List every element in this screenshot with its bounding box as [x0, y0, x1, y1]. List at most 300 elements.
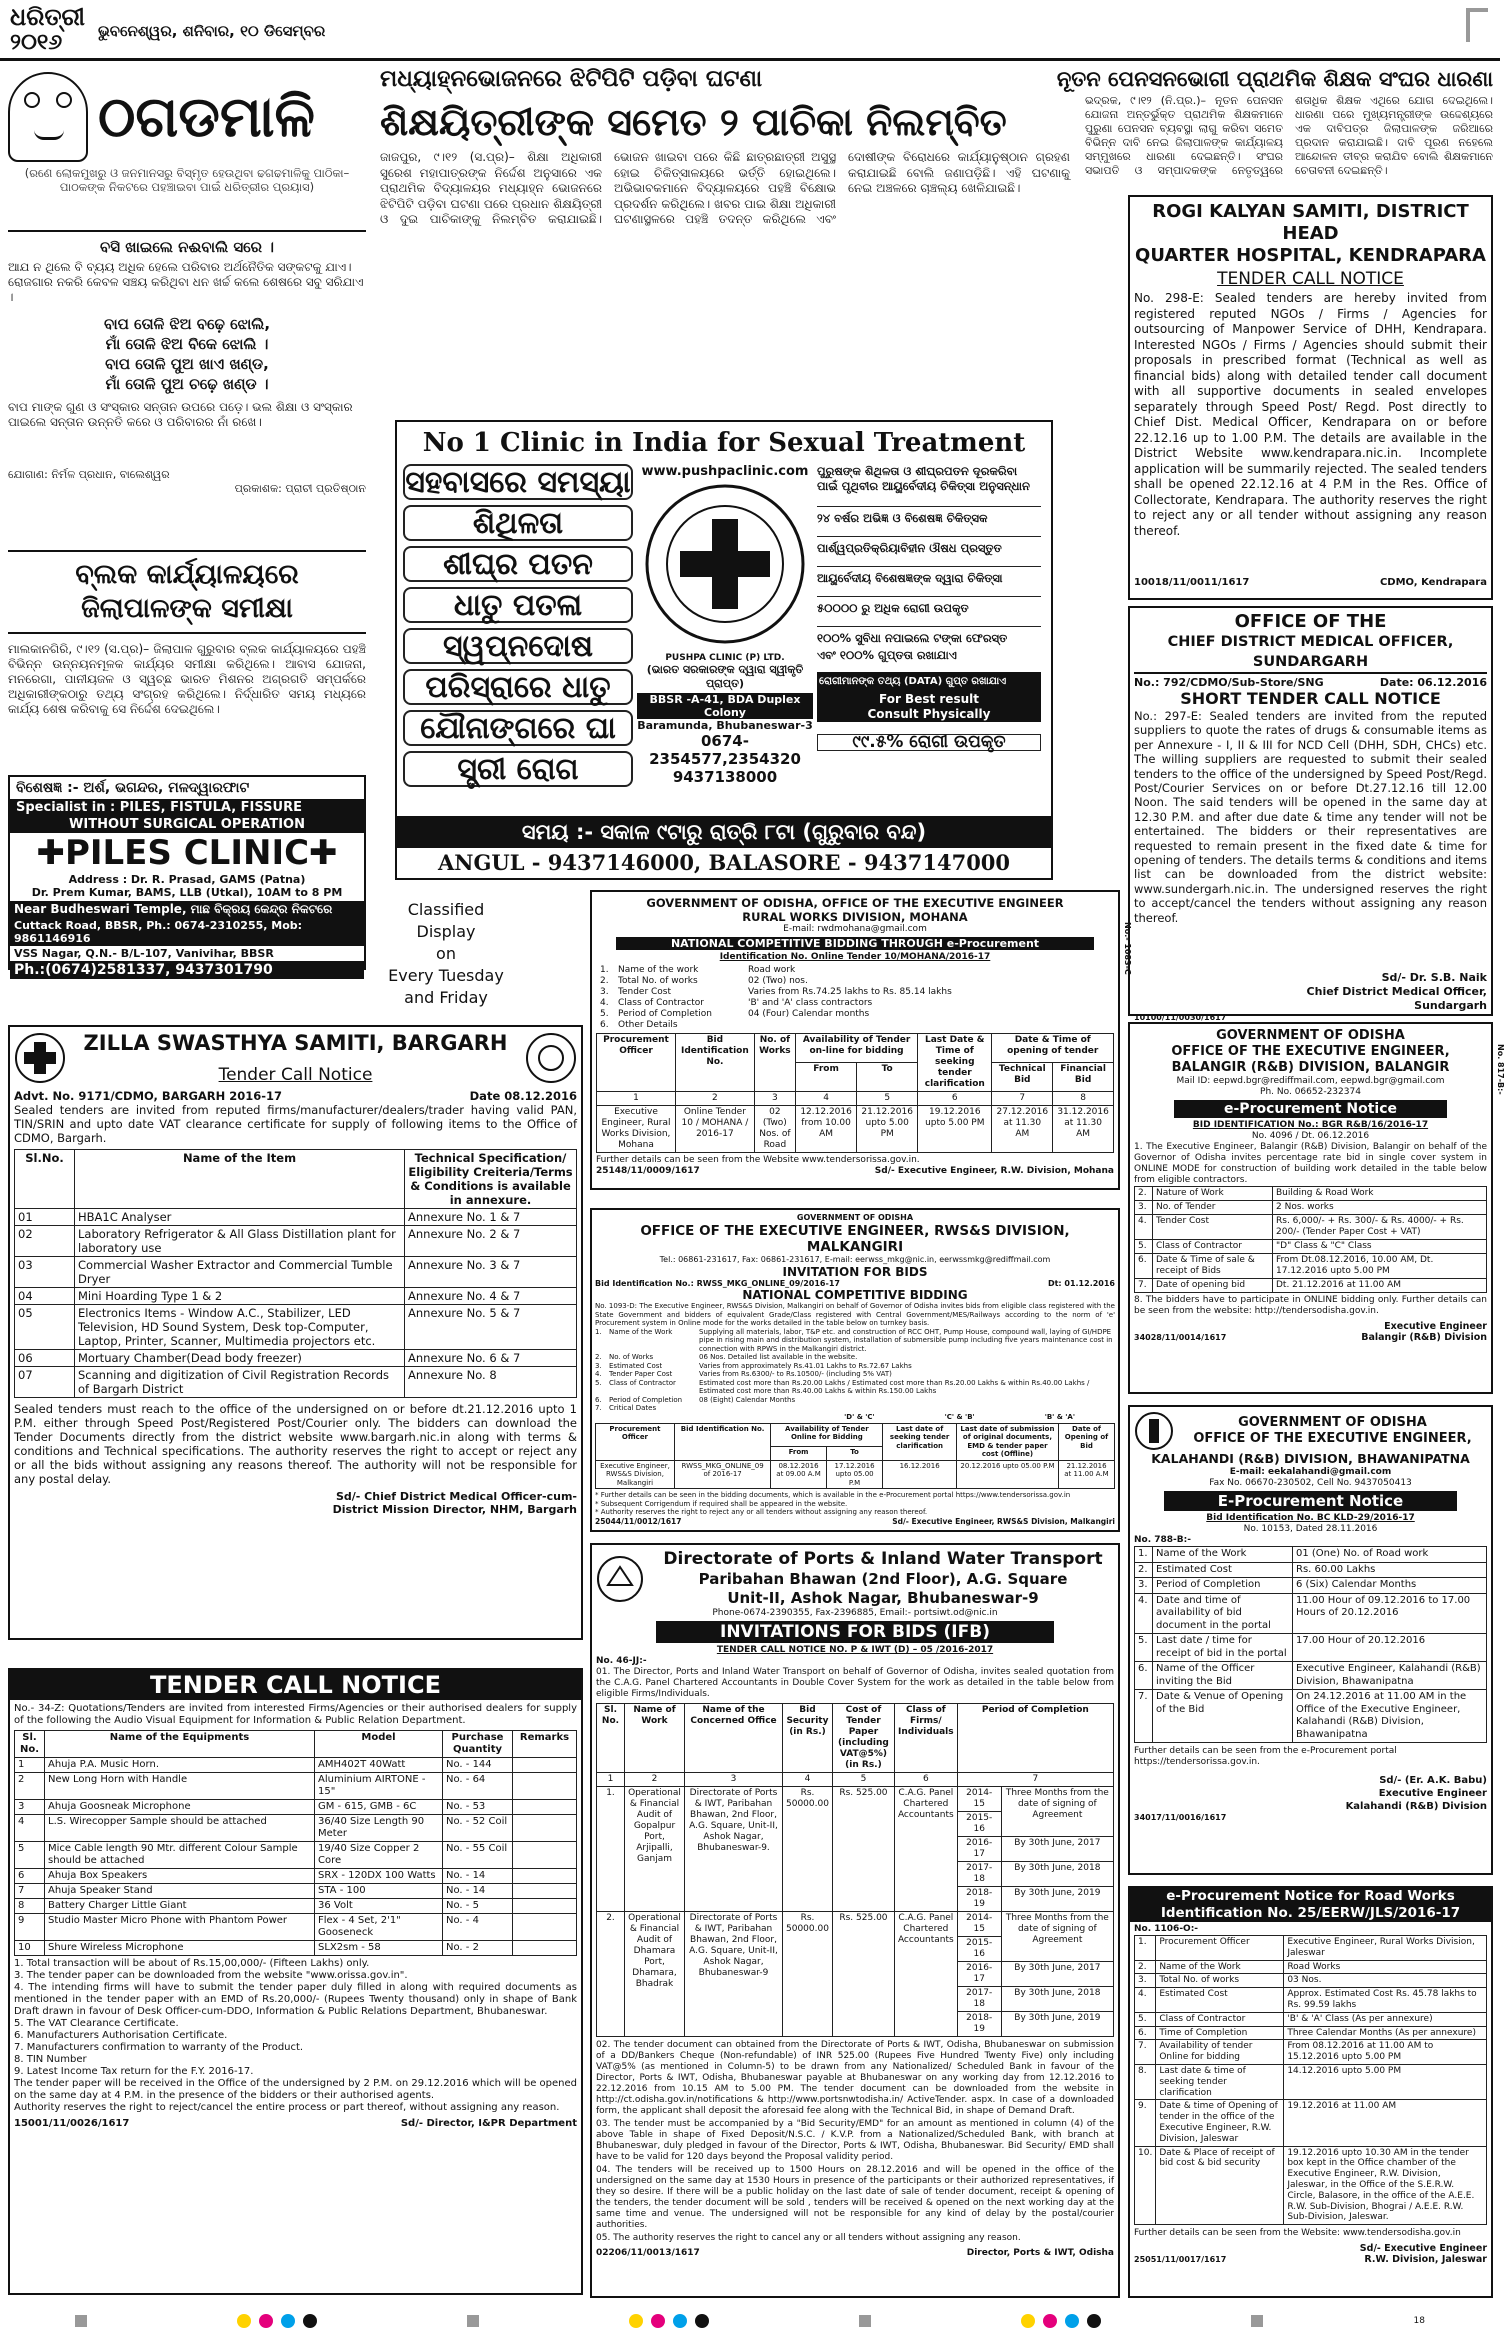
ipr-row: [15, 1758, 577, 1773]
bgr-no: No. 4096: [1251, 1131, 1293, 1141]
zss-row-cell: Electronics Items - Window A.C., Stabilizer, LED Television, HD Sound System, Desk top-Computer, Laptop, Printer, Scanner, Multimedia projectors etc.: [75, 1305, 405, 1350]
kld-row-cell: 01 (One) No. of Road work: [1293, 1547, 1487, 1563]
item-value: Estimated cost more than Rs.20.00 Lakhs / Estimated cost more than Rs.20.00 Lakhs & within Rs.40.00 Lakhs / Estimated cost more than Rs.40.00 Lakhs & within Rs.150.00 Lakhs: [699, 1378, 1090, 1395]
ports-cell: 2.: [597, 1912, 625, 2037]
item-num: 2.: [600, 976, 609, 986]
mkg-cell: RWSS_MKG_ONLINE_09 of 2016-17: [674, 1460, 770, 1489]
bgr-row-cell: Date of opening bid: [1153, 1279, 1273, 1293]
item-value: 06 Nos. Detailed list available in the website.: [699, 1353, 858, 1361]
ipr-row-cell: No. - 5: [443, 1899, 513, 1914]
ipr-col: Model: [315, 1731, 443, 1758]
zss-col-item: Name of the Item: [75, 1150, 405, 1209]
ipr-row-cell: [513, 1884, 577, 1899]
jls-row-cell: 19.12.2016 at 11.00 AM: [1284, 2100, 1487, 2146]
piles-top: ବିଶେଷଜ୍ଞ :- ଅର୍ଶ, ଭଗନ୍ଦର, ମଳଦ୍ୱାରଫାଟ: [16, 780, 250, 796]
item-num: 1.: [600, 965, 609, 975]
zss-row-cell: Annexure No. 3 & 7: [405, 1257, 577, 1288]
ipr-row-cell: 10: [15, 1941, 45, 1956]
mkg-item: [595, 1370, 1115, 1379]
ports-period: By 30th June, 2019: [1001, 2012, 1113, 2037]
print-registration-bar: [0, 2310, 1500, 2332]
ports-contact: Phone-0674-2390355, Fax-2396885, Email:- portsiwt.od@nic.in: [712, 1608, 998, 1618]
ports-cell: Directorate of Ports & IWT, Paribahan Bhawan, 2nd Floor, A.G. Square, Unit-II, Ashok Nagar, Bhubaneswar-9: [685, 1912, 783, 2037]
ipr-row-cell: 9: [15, 1914, 45, 1941]
teacher-story: [1056, 64, 1493, 199]
zss-row: [15, 1350, 577, 1367]
rks-title2: QUARTER HOSPITAL, KENDRAPARA: [1135, 245, 1486, 266]
bgr-ref: 34028/11/0014/1617: [1134, 1333, 1227, 1342]
kld-row-cell: Name of the Officer inviting the Bid: [1153, 1662, 1293, 1690]
gray-patch-icon: [859, 2315, 871, 2327]
bgr-row: [1135, 1279, 1487, 1293]
jls-title1: e-Procurement Notice for Road Works: [1130, 1888, 1491, 1905]
mohana-col: Date & Time of opening of tender: [992, 1034, 1114, 1063]
bgr-row: [1135, 1187, 1487, 1201]
bgr-row-cell: 2.: [1135, 1187, 1153, 1201]
ports-cell: Rs. 525.00: [832, 1912, 894, 2037]
nhm-emblem-icon: [14, 1032, 66, 1084]
jls-ref: 25051/11/0017/1617: [1134, 2255, 1227, 2265]
gray-patch-icon: [1251, 2315, 1263, 2327]
item-label: Name of the Work: [609, 1327, 673, 1336]
mohana-cell: Online Tender 10 / MOHANA / 2016-17: [675, 1106, 754, 1153]
classified-line: on: [436, 944, 456, 963]
jls-row: [1135, 2064, 1487, 2099]
ports-ref: 02206/11/0013/1617: [596, 2248, 700, 2258]
ipr-row-cell: No. - 2: [443, 1941, 513, 1956]
clinic-symptom: ଯୌନାଙ୍ଗରେ ଘା: [403, 710, 633, 746]
mkg-item: [595, 1362, 1115, 1371]
piles-clinic-name: [10, 833, 364, 873]
ports-period: By 30th June, 2017: [1001, 1962, 1113, 1987]
item-label: Name of the work: [618, 965, 699, 975]
ipr-row-cell: 2: [15, 1773, 45, 1800]
lead-body: ଜାଜପୁର, ୯।୧୨ (ସ.ପ୍ର)– ଶିକ୍ଷା ଅଧିକାରୀ ସୁରେଶ ମହାପାତ୍ରଙ୍କ ନିର୍ଦ୍ଦେଶ ଅନୁସାରେ ଏକ ପ୍ରାଥମିକ ବିଦ୍ୟାଳୟର ମଧ୍ୟାହ୍ନ ଭୋଜନରେ ଝିଟିପିଟି ପଡ଼ିବା ଘଟଣା ପରେ ପ୍ରଧାନ ଶିକ୍ଷୟିତ୍ରୀ ଓ ଦୁଇ ପାଚିକାଙ୍କୁ ନିଲମ୍ବିତ କରାଯାଇଛି। ଭୋଜନ ଖାଇବା ପରେ କିଛି ଛାତ୍ରଛାତ୍ରୀ ଅସୁସ୍ଥ ହୋଇ ଚିକିତ୍ସାଳୟରେ ଭର୍ତ୍ତି ହୋଇଥିଲେ। ଅଭିଭାବକମାନେ ବିଦ୍ୟାଳୟରେ ପହଞ୍ଚି ବିକ୍ଷୋଭ ପ୍ରଦର୍ଶନ କରିଥିଲେ। ଖବର ପାଇ ଶିକ୍ଷା ଅଧିକାରୀ ଘଟଣାସ୍ଥଳରେ ପହଞ୍ଚି ତଦନ୍ତ କରିଥିଲେ ଏବଂ ଦୋଷୀଙ୍କ ବିରୋଧରେ କାର୍ଯ୍ୟାନୁଷ୍ଠାନ ଗ୍ରହଣ କରାଯାଇଛି ବୋଲି ଜଣାପଡ଼ିଛି। ଏହି ଘଟଣାକୁ ନେଇ ଅଞ୍ଚଳରେ ଚାଞ୍ଚଲ୍ୟ ଖେଳିଯାଇଛି।: [380, 150, 1070, 226]
item-num: 6.: [600, 1020, 609, 1030]
bgr-title1: GOVERNMENT OF ODISHA: [1216, 1028, 1405, 1043]
kld-row-cell: 5.: [1135, 1634, 1153, 1662]
corner-mark-icon: [1466, 8, 1488, 42]
thagamali-credit: ଯୋଗାଣ: ନିର୍ମଳ ପ୍ରଧାନ, ବାଲେଶ୍ୱର: [8, 468, 170, 481]
zss-row: [15, 1288, 577, 1305]
ipr-row-cell: 1: [15, 1758, 45, 1773]
clinic-logo-ring: PUSHPA CLINIC (P) LTD.: [665, 653, 785, 663]
item-num: 1.: [595, 1327, 602, 1336]
mkg-col: Last date of seeking tender clarification: [883, 1423, 957, 1460]
ipr-title: TENDER CALL NOTICE: [10, 1670, 581, 1700]
mohana-title1: GOVERNMENT OF ODISHA, OFFICE OF THE EXECUTIVE ENGINEER: [646, 896, 1064, 910]
bgr-row-cell: 5.: [1135, 1240, 1153, 1254]
kld-row: [1135, 1690, 1487, 1743]
ipr-col: Purchase Quantity: [443, 1731, 513, 1758]
bgr-ph: Ph. No. 06652-232374: [1260, 1087, 1361, 1097]
clinic-benefit: ପୁରୁଷଙ୍କ ଶିଥିଳତା ଓ ଶୀଘ୍ରପତନ ଦୂରକରିବା ପାଇଁ ପୃଥିବୀର ଆୟୁର୍ବେଦୀୟ ଚିକିତ୍ସା ଅନୁସନ୍ଧାନ: [817, 464, 1030, 493]
jls-row-cell: Road Works: [1284, 1960, 1487, 1974]
ipr-note: 3. The tender paper can be downloaded from the website "www.orissa.gov.in".: [14, 1970, 408, 1981]
item-label: Total No. of works: [618, 976, 698, 986]
bgr-title2: OFFICE OF THE EXECUTIVE ENGINEER,: [1171, 1044, 1450, 1059]
ipr-notes: [14, 1958, 577, 2114]
ipr-row-cell: 7: [15, 1884, 45, 1899]
thagamali-publisher: ପ୍ରକାଶକ: ପ୍ରାଚୀ ପ୍ରତିଷ୍ଠାନ: [234, 482, 366, 495]
zss-row-cell: 06: [15, 1350, 75, 1367]
zss-sign2: District Mission Director, NHM, Bargarh: [332, 1503, 577, 1516]
mohana-subcol: To: [857, 1063, 918, 1092]
cmyk-dots-icon: [237, 2314, 317, 2328]
ports-year: 2016-17: [957, 1837, 1001, 1862]
ports-year: 2015-16: [957, 1937, 1001, 1962]
bgr-row-cell: Building & Road Work: [1273, 1187, 1487, 1201]
clinic-logo-icon: [640, 479, 810, 649]
masthead-tagline: ଭୁବନେଶ୍ୱର, ଶନିବାର, ୧୦ ଡିସେମ୍ବର: [98, 22, 326, 40]
bgr-row-cell: 7.: [1135, 1279, 1153, 1293]
mkg-subcol: To: [826, 1446, 883, 1460]
ipr-row-cell: [513, 1842, 577, 1869]
clinic-benefit: ୨୪ ବର୍ଷର ଅଭିଜ୍ଞ ଓ ବିଶେଷଜ୍ଞ ଚିକିତ୍ସକ: [817, 506, 1041, 536]
clinic-benefit: ୧୦୦% ସୁବିଧା ନପାଇଲେ ଟଙ୍କା ଫେରସ୍ତ: [817, 626, 1041, 648]
kld-row-cell: Estimated Cost: [1153, 1562, 1293, 1578]
mkg-gov: GOVERNMENT OF ODISHA: [796, 1213, 914, 1222]
zss-row-cell: Commercial Washer Extractor and Commercial Tumble Dryer: [75, 1257, 405, 1288]
mkg-items: [595, 1328, 1115, 1413]
bgr-row-cell: From Dt.08.12.2016, 10.00 AM, Dt. 17.12.2016 upto 5.00 PM: [1273, 1254, 1487, 1279]
sng-body: No.: 297-E: Sealed tenders are invited from the reputed suppliers to quote the rates of drugs & consumable items as per Annexure - I, II & III for NCD Cell (DHH, SDH, CHCs) etc. The willing suppliers are requested to submit their sealed tenders to the office of the undersigned by Speed Post/Regd. Post/Courier Services on or before Dt.27.12.16 till 12.00 Noon. The said tenders will be opened in the same day at 12.30 P.M. and after due date & time any tender will not be entertained. The bidders or their representatives are requested to remain present in the fixed date & time for opening of tenders. The details terms & conditions and items list can be downloaded from the district website: www.sundergarh.nic.in. The undersigned reserves the right to accept/cancel the tenders without assigning any reason thereof.: [1134, 709, 1487, 925]
jls-row-cell: 2.: [1135, 1960, 1156, 1974]
ports-num: 5: [832, 1773, 894, 1787]
ipr-row-cell: No. - 14: [443, 1884, 513, 1899]
ports-year: 2018-19: [957, 1887, 1001, 1912]
sundargarh-notice: [1128, 606, 1493, 1022]
piles-vss: VSS Nagar, Q.N.- B/L-107, Vanivihar, BBSR: [14, 947, 274, 960]
thagamali-verse: [8, 314, 366, 394]
ports-table: [596, 1703, 1114, 2037]
clinic-address2: Baramunda, Bhubaneswar-3: [637, 719, 813, 732]
ports-ifb: INVITATIONS FOR BIDS (IFB): [656, 1621, 1054, 1643]
ports-para1: 01. The Director, Ports and Inland Water Transport on behalf of Governor of Odisha, invites sealed quotation from the C.A.G. Panel Chartered Accountants in Double Cover System for the work as detailed in the table below from eligible Firms/Individuals.: [596, 1667, 1114, 1699]
ipr-row-cell: L.S. Wirecopper Sample should be attached: [45, 1815, 315, 1842]
rks-sub: TENDER CALL NOTICE: [1217, 269, 1404, 289]
mkg-cell: 21.12.2016 at 11.00 A.M: [1059, 1460, 1115, 1489]
bgr-row-cell: Date & Time of sale & receipt of Bids: [1153, 1254, 1273, 1279]
kld-row-cell: 4.: [1135, 1593, 1153, 1634]
ipr-row-cell: SRX - 120DX 100 Watts: [315, 1869, 443, 1884]
bgr-row-cell: Class of Contractor: [1153, 1240, 1273, 1254]
ports-year: 2014-15: [957, 1787, 1001, 1812]
jls-row-cell: Time of Completion: [1156, 2026, 1284, 2040]
jls-title2: Identification No. 25/EERW/JLS/2016-17: [1130, 1905, 1491, 1922]
bgr-row: [1135, 1201, 1487, 1215]
zss-sub: Tender Call Notice: [218, 1065, 373, 1085]
clinic-benefit: ପାର୍ଶ୍ୱପ୍ରତିକ୍ରିୟାବିହୀନ ଔଷଧ ପ୍ରସ୍ତୁତ: [817, 536, 1041, 566]
item-label: No. of Works: [609, 1353, 654, 1361]
sng-date: Date: 06.12.2016: [1379, 676, 1487, 689]
kld-sign1: Sd/- (Er. A.K. Babu): [1379, 1775, 1487, 1786]
zss-row: [15, 1209, 577, 1226]
zss-date: Date 08.12.2016: [469, 1089, 577, 1103]
ipr-row-cell: Battery Charger Little Giant: [45, 1899, 315, 1914]
zss-notice: [8, 1025, 583, 1640]
ipr-row-cell: AMH402T 40Watt: [315, 1758, 443, 1773]
ports-notes: [596, 2040, 1114, 2244]
ipr-note: 8. TIN Number: [14, 2054, 87, 2065]
ipr-row: [15, 1899, 577, 1914]
jls-row: [1135, 1960, 1487, 1974]
mkg-col: Bid Identification No.: [674, 1423, 770, 1460]
piles-without: WITHOUT SURGICAL OPERATION: [10, 816, 364, 833]
jls-row-cell: Name of the Work: [1156, 1960, 1284, 1974]
ipr-row-cell: Ahuja P.A. Music Horn.: [45, 1758, 315, 1773]
mkg-item: [595, 1404, 1115, 1413]
item-num: 5.: [595, 1378, 602, 1387]
piles-near: Near Budheswari Temple, ମାଛ ବିକ୍ରୟ କେନ୍ଦ୍ର ନିକଟରେ: [10, 901, 364, 918]
mkg-ncb: NATIONAL COMPETITIVE BIDDING: [742, 1288, 968, 1302]
mkg-class-label: 'B' & 'A': [1044, 1412, 1075, 1421]
bgr-row: [1135, 1254, 1487, 1279]
clinic-symptom: ଶୀଘ୍ର ପତନ: [403, 546, 633, 582]
clinic-address: BBSR -A-41, BDA Duplex Colony: [637, 693, 813, 719]
mkg-col: Availability of Tender Online for Bidding: [771, 1423, 883, 1446]
verse-line: ମାଁ ତୋଳି ପୁଅ ଚଢ଼େ ଖଣ୍ଡ ।: [105, 375, 269, 393]
jls-row: [1135, 2012, 1487, 2026]
item-value: 08 (Eight) Calendar Months: [699, 1395, 796, 1404]
mohana-num: 1: [597, 1092, 676, 1106]
bgr-row-cell: 6.: [1135, 1254, 1153, 1279]
zss-footer: Sealed tenders must reach to the office of the undersigned on or before dt.21.12.2016 upto 1 P.M. either through Speed Post/Registered Post/Courier only. The bidders can download the Tender Documents directly from the district website www.bargarh.nic.in along with terms & conditions and Technical specifications. The authority reserves the right to accept or reject any or all the bids without assigning any reasons thereof. The authority will not be responsible for any postal delay.: [14, 1402, 577, 1486]
mkg-table: [595, 1423, 1115, 1490]
item-label: Tender Paper Cost: [609, 1370, 673, 1378]
ports-note: 03. The tender must be accompanied by a "Bid Security/EMD" for an amount as mentioned in column (4) of the above Table in shape of Fixed Deposit/N.S.C. / K.V.P. from a Nationalized/Scheduled Bank, with branch at Bhubaneswar, duly pledged in favour of the Director, Ports & IWT, Odisha, Bhubaneswar. Bid Security/ EMD shall have to be valid for 120 days beyond the Proposal validity period.: [596, 2119, 1114, 2162]
page-number: 18: [1413, 2316, 1425, 2326]
clinic-consult: Consult Physically: [817, 707, 1041, 722]
kld-row-cell: 6.: [1135, 1662, 1153, 1690]
kld-emblem-icon: [1134, 1411, 1174, 1451]
jls-sign2: R.W. Division, Jaleswar: [1364, 2254, 1487, 2266]
jls-row-cell: 5.: [1135, 2012, 1156, 2026]
item-num: 4.: [595, 1370, 602, 1378]
ports-year: 2018-19: [957, 2012, 1001, 2037]
jls-row: [1135, 1988, 1487, 2013]
jls-row-cell: Total No. of works: [1156, 1974, 1284, 1988]
item-label: Tender Cost: [618, 987, 672, 997]
jls-row-cell: 9.: [1135, 2100, 1156, 2146]
mkg-body: No. 1093-D: The Executive Engineer, RWS&S Division, Malkangiri on behalf of Governor of Odisha invites bids from eligible class registered with the State Government and bidders of equivalent Grade/Class registered with Central Government/MES/Railways according to the norm of 'e' Procurement system in Online mode for the works detailed in the table below on turnkey basis.: [595, 1302, 1115, 1327]
ports-num: 3: [685, 1773, 783, 1787]
ipr-row-cell: Shure Wireless Microphone: [45, 1941, 315, 1956]
item-value: 04 (Four) Calendar months: [748, 1009, 870, 1019]
classified-line: Every Tuesday: [388, 966, 504, 985]
jls-row-cell: 6.: [1135, 2026, 1156, 2040]
mohana-items: [596, 965, 1114, 1031]
zss-row-cell: 03: [15, 1257, 75, 1288]
ports-col: Period of Completion: [957, 1704, 1113, 1773]
mohana-col: Bid Identification No.: [675, 1034, 754, 1092]
kld-sub: E-Procurement Notice: [1164, 1491, 1457, 1511]
zss-row-cell: Annexure No. 6 & 7: [405, 1350, 577, 1367]
clinic-symptom: ସହବାସରେ ସମସ୍ୟା: [403, 464, 633, 500]
ports-year: 2017-18: [957, 1987, 1001, 2012]
mkg-cell: 17.12.2016 upto 05.00 P.M: [826, 1460, 883, 1489]
clinic-benefit: ରୋଗୀମାନଙ୍କ ତଥ୍ୟ (DATA) ଗୁପ୍ତ ରଖାଯାଏ: [817, 672, 1041, 692]
mohana-item: [600, 1009, 1114, 1020]
ports-period: By 30th June, 2018: [1001, 1862, 1113, 1887]
zss-row-cell: Annexure No. 5 & 7: [405, 1305, 577, 1350]
mohana-subcol: Technical Bid: [992, 1063, 1053, 1092]
bgr-row-cell: Tender Cost: [1153, 1215, 1273, 1240]
ports-year: 2016-17: [957, 1962, 1001, 1987]
ipr-row-cell: 4: [15, 1815, 45, 1842]
mkg-bid-ident: Bid Identification No.: RWSS_MKG_ONLINE_09/2016-17: [595, 1279, 840, 1288]
ports-col: Class of Firms/ Individuals: [894, 1704, 957, 1773]
item-value: Varies from Rs.6300/- to Rs.10500/- (including 5% VAT): [699, 1370, 892, 1378]
ports-cell: Operational & Financial Audit of Dhamara Port, Dhamara, Bhadrak: [625, 1912, 685, 2037]
zss-row-cell: Scanning and digitization of Civil Registration Records of Bargarh District: [75, 1367, 405, 1398]
ipr-ref: 15001/11/0026/1617: [14, 2118, 130, 2129]
zss-title: ZILLA SWASTHYA SAMITI, BARGARH: [83, 1031, 508, 1055]
zss-col-sl: Sl.No.: [15, 1150, 75, 1209]
mohana-email: E-mail: rwdmohana@gmail.com: [783, 924, 927, 934]
kld-sign3: Kalahandi (R&B) Division: [1345, 1801, 1487, 1812]
jls-row-cell: 19.12.2016 upto 10.30 AM in the tender box kept in the Office chamber of the Executive Engineer, R.W. Division, Jaleswar, in the Office of the S.E.R.W. Circle, Balasore, in the office of the A.E.E. R.W. Sub-Division, Bhograi / A.E.E. R.W. Sub-Division, Jaleswar.: [1284, 2146, 1487, 2225]
mohana-cell: 31.12.2016 at 11.30 AM: [1053, 1106, 1114, 1153]
jls-row-cell: Class of Contractor: [1156, 2012, 1284, 2026]
ports-cell: C.A.G. Panel Chartered Accountants: [894, 1787, 957, 1912]
jls-row: [1135, 1974, 1487, 1988]
zss-row: [15, 1367, 577, 1398]
ports-col: Name of the Concerned Office: [685, 1704, 783, 1773]
jls-row-cell: 14.12.2016 upto 5.00 PM: [1284, 2064, 1487, 2099]
ipr-row-cell: 3: [15, 1800, 45, 1815]
kld-row: [1135, 1547, 1487, 1563]
bgr-row: [1135, 1240, 1487, 1254]
ipr-row-cell: 8: [15, 1899, 45, 1914]
ports-period: Three Months from the date of signing of Agreement: [1001, 1912, 1113, 1962]
item-value: Road work: [748, 965, 796, 975]
bgr-table: [1134, 1186, 1487, 1293]
item-num: 3.: [600, 987, 609, 997]
piles-specialist: Specialist in : PILES, FISTULA, FISSURE: [10, 799, 364, 816]
mohana-col: Availability of Tender on-line for bidding: [795, 1034, 917, 1063]
mohana-subcol: Financial Bid: [1053, 1063, 1114, 1092]
kld-row-cell: Executive Engineer, Kalahandi (R&B) Division, Bhawanipatna: [1293, 1662, 1487, 1690]
ipr-row-cell: No. - 53: [443, 1800, 513, 1815]
ipr-row-cell: No. - 52 Coil: [443, 1815, 513, 1842]
mohana-num: 8: [1053, 1092, 1114, 1106]
ipr-row-cell: Ahuja Box Speakers: [45, 1869, 315, 1884]
mohana-cell: 02 (Two) Nos. of Road: [754, 1106, 795, 1153]
ipr-row-cell: [513, 1941, 577, 1956]
sng-title2: CHIEF DISTRICT MEDICAL OFFICER, SUNDARGARH: [1134, 632, 1487, 674]
ipr-row-cell: [513, 1800, 577, 1815]
gray-patch-icon: [75, 2315, 87, 2327]
mkg-col: Procurement Officer: [596, 1423, 675, 1460]
thagamali-line1: ବସି ଖାଇଲେ ନଈବାଲି ସରେ ।: [8, 230, 366, 256]
zss-row-cell: Annexure No. 4 & 7: [405, 1288, 577, 1305]
jls-row-cell: Estimated Cost: [1156, 1988, 1284, 2013]
ports-col: Bid Security (in Rs.): [783, 1704, 833, 1773]
clinic-best-result: For Best result: [817, 692, 1041, 707]
bgr-side: No. 817-B:-: [1496, 1044, 1505, 1095]
sng-sign2: Chief District Medical Officer,: [1306, 985, 1487, 998]
mkg-item: [595, 1396, 1115, 1405]
bgr-title3: BALANGIR (R&B) DIVISION, BALANGIR: [1171, 1060, 1450, 1075]
verse-line: ମାଁ ତୋଳି ଝିଅ ବିକେ ଝୋଲି ।: [105, 335, 269, 353]
verse-line: ବାପ ତୋଳି ପୁଅ ଖାଏ ଖଣ୍ଡ,: [105, 355, 269, 373]
zss-row-cell: 01: [15, 1209, 75, 1226]
jls-row: [1135, 1936, 1487, 1961]
ports-cell: Directorate of Ports & IWT, Paribahan Bhawan, 2nd Floor, A.G. Square, Unit-II, Ashok Nagar, Bhubaneswar-9.: [685, 1787, 783, 1912]
ipr-row-cell: No. - 4: [443, 1914, 513, 1941]
piles-clinic-label: PILES CLINIC: [64, 833, 310, 873]
kld-row-cell: 11.00 Hour of 09.12.2016 to 17.00 Hours of 20.12.2016: [1293, 1593, 1487, 1634]
clinic-center: [633, 464, 817, 792]
mkg-title: OFFICE OF THE EXECUTIVE ENGINEER, RWS&S DIVISION, MALKANGIRI: [640, 1223, 1070, 1255]
ports-year: 2014-15: [957, 1912, 1001, 1937]
ports-row: [597, 1912, 1114, 1937]
zss-row-cell: Annexure No. 2 & 7: [405, 1226, 577, 1257]
jls-row-cell: Last date & time of seeking tender clarification: [1156, 2064, 1284, 2099]
lead-story: [380, 64, 1070, 404]
mohana-sign: Sd/- Executive Engineer, R.W. Division, Mohana: [874, 1166, 1114, 1176]
mkg-item: [595, 1379, 1115, 1396]
thagamali-banner: [8, 68, 366, 166]
mohana-num: 5: [857, 1092, 918, 1106]
clinic-phone2: 9437138000: [672, 768, 778, 786]
bgr-row-cell: Dt. 21.12.2016 at 11.00 AM: [1273, 1279, 1487, 1293]
kld-table: [1134, 1546, 1487, 1743]
mohana-ident: Identification No. Online Tender 10/MOHANA/2016-17: [719, 952, 991, 962]
mkg-col: Last date of submission of original documents, EMD & tender paper cost (Offline): [956, 1423, 1058, 1460]
jls-table: [1134, 1935, 1487, 2225]
teacher-body: ଭଦ୍ରକ, ୯।୧୨ (ନି.ପ୍ର.)– ନୂତନ ପେନସନ ଯୋଜନା ଅନ୍ତର୍ଭୁକ୍ତ ପ୍ରାଥମିକ ଶିକ୍ଷକମାନେ ପୁରୁଣା ପେନସନ ବ୍ୟବସ୍ଥା ଲାଗୁ କରିବା ସମେତ ବିଭିନ୍ନ ଦାବି ନେଇ ଜିଲାପାଳଙ୍କ କାର୍ଯ୍ୟାଳୟ ସମ୍ମୁଖରେ ଧାରଣା ଦେଇଛନ୍ତି। ସଂଘର ସଭାପତି ଓ ସମ୍ପାଦକଙ୍କ ନେତୃତ୍ୱରେ ଶତାଧିକ ଶିକ୍ଷକ ଏଥିରେ ଯୋଗ ଦେଇଥିଲେ। ଧାରଣା ପରେ ମୁଖ୍ୟମନ୍ତ୍ରୀଙ୍କ ଉଦ୍ଦେଶ୍ୟରେ ଏକ ଦାବିପତ୍ର ଜିଲାପାଳଙ୍କ ଜରିଆରେ ପ୍ରଦାନ କରାଯାଇଛି। ଦାବି ପୂରଣ ନହେଲେ ଆନ୍ଦୋଳନ ତୀବ୍ର କରାଯିବ ବୋଲି ଶିକ୍ଷକମାନେ ଚେତାବନୀ ଦେଇଛନ୍ତି।: [1085, 94, 1493, 177]
mohana-cell: 12.12.2016 from 10.00 AM: [795, 1106, 856, 1153]
ipr-table: [14, 1730, 577, 1956]
kld-row-cell: 2.: [1135, 1562, 1153, 1578]
thagamali-subtitle: (ରଣେ ଲୋକମୁଖରୁ ଓ ଜନମାନସରୁ ବିସ୍ମୃତ ହେଉଥିବା ଢଗଢମାଳିକୁ ପାଠିକା–ପାଠକଙ୍କ ନିକଟରେ ପହଞ୍ଚାଇବା ପାଇଁ ଧରିତ୍ରୀର ପ୍ରୟାସ): [24, 166, 350, 194]
sng-sub: SHORT TENDER CALL NOTICE: [1180, 689, 1441, 708]
kld-fax: Fax No. 06670-230502, Cell No. 9437050413: [1209, 1478, 1412, 1488]
clinic-url: www.pushpaclinic.com: [641, 464, 809, 479]
kld-row: [1135, 1634, 1487, 1662]
bgr-row-cell: Nature of Work: [1153, 1187, 1273, 1201]
clinic-branches: ANGUL - 9437146000, BALASORE - 9437147000: [437, 850, 1011, 875]
jls-row-cell: Procurement Officer: [1156, 1936, 1284, 1961]
thagamali-para2: ବାପ ମାଙ୍କ ଗୁଣ ଓ ସଂସ୍କାର ସନ୍ତାନ ଉପରେ ପଡ଼େ। ଭଲ ଶିକ୍ଷା ଓ ସଂସ୍କାର ପାଇଲେ ସନ୍ତାନ ଉନ୍ନତି କରେ ଓ ପରିବାରର ନାଁ ରଖେ।: [8, 400, 353, 429]
clinic-symptom: ଧାତୁ ପତଳା: [403, 587, 633, 623]
kld-row: [1135, 1593, 1487, 1634]
ipr-row-cell: [513, 1758, 577, 1773]
classified-line: Classified Display: [407, 900, 485, 941]
mkg-cell: 08.12.2016 at 09.00 A.M: [771, 1460, 826, 1489]
ports-num: 7: [957, 1773, 1113, 1787]
jaleswar-notice: [1128, 1886, 1493, 2298]
mkg-class-label: 'C' & 'B': [944, 1412, 975, 1421]
teacher-headline: ନୂତନ ପେନସନଭୋଗୀ ପ୍ରାଥମିକ ଶିକ୍ଷକ ସଂଘର ଧାରଣା: [1056, 66, 1493, 91]
item-label: Period of Completion: [618, 1009, 713, 1019]
ipr-notice: [8, 1668, 583, 2295]
item-num: 6.: [595, 1395, 602, 1404]
zss-intro: Sealed tenders are invited from reputed firms/manufacturer/dealers/trader having valid PAN, TIN/SRIN and upto date VAT clearance certificate for supply of following items to the Office of CDMO, Bargarh.: [14, 1103, 577, 1145]
kld-row-cell: 7.: [1135, 1690, 1153, 1743]
jls-row-cell: 1.: [1135, 1936, 1156, 1961]
zss-advt: Advt. No. 9171/CDMO, BARGARH 2016-17: [14, 1089, 283, 1103]
mkg-bid-date: Dt: 01.12.2016: [1047, 1279, 1115, 1288]
block-story-headline: ବ୍ଲକ କାର୍ଯ୍ୟାଳୟରେ ଜିଲାପାଳଙ୍କ ସମୀକ୍ଷା: [8, 558, 366, 634]
mkg-notes: [595, 1491, 1115, 1517]
kld-further: Further details can be seen from the e-Procurement portal https://tendersorissa.gov.in.: [1134, 1746, 1397, 1767]
ipr-row-cell: SLX2sm - 58: [315, 1941, 443, 1956]
jls-row-cell: Executive Engineer, Rural Works Division, Jaleswar: [1284, 1936, 1487, 1961]
kld-row-cell: Rs. 60.00 Lakhs: [1293, 1562, 1487, 1578]
